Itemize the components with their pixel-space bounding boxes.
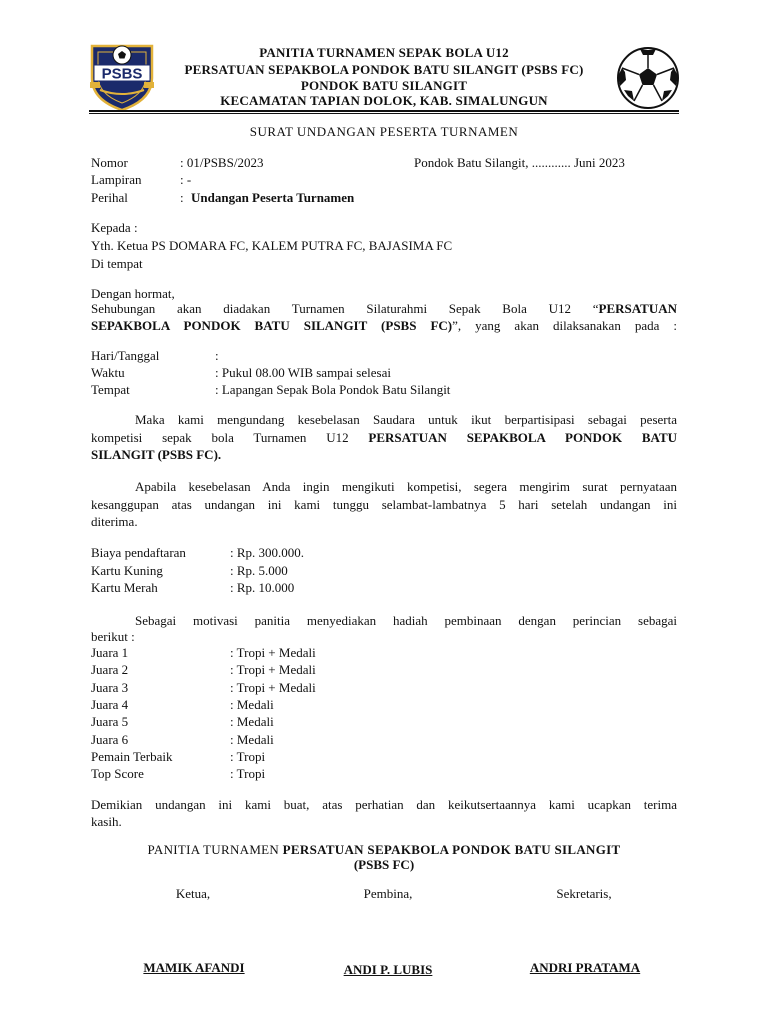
perihal-value: Undangan Peserta Turnamen [191, 190, 355, 205]
schedule-label: Tempat [91, 382, 130, 397]
committee-b: PERSATUAN SEPAKBOLA PONDOK BATU SILANGIT [282, 842, 621, 857]
greeting: Dengan hormat, [91, 286, 175, 301]
prize-label: Juara 3 [91, 680, 129, 695]
prize-value: : Tropi + Medali [230, 680, 316, 695]
fee-value: : Rp. 300.000. [230, 545, 305, 560]
prize-label: Top Score [91, 766, 144, 781]
committee-a: PANITIA TURNAMEN [147, 842, 280, 857]
letter-title: SURAT UNDANGAN PESERTA TURNAMEN [249, 124, 519, 139]
letterhead-line3: PONDOK BATU SILANGIT [300, 78, 468, 93]
prize-value: : Medali [230, 714, 274, 729]
prize-value: : Tropi + Medali [230, 662, 316, 677]
paragraph-4-line1: Sebagai motivasi panitia menyediakan hadiah pembinaan dengan perincian sebagai [135, 613, 677, 628]
prize-value: : Tropi [230, 766, 266, 781]
closing-line2: kasih. [91, 814, 122, 829]
letterhead-line4: KECAMATAN TAPIAN DOLOK, KAB. SIMALUNGUN [220, 93, 548, 108]
nomor-label: Nomor [91, 155, 128, 170]
p1-bold: PERSATUAN [598, 301, 677, 316]
closing-line1: Demikian undangan ini kami buat, atas perhatian dan keikutsertaannya kami ucapkan terima [91, 797, 677, 812]
paragraph-4-line2: berikut : [91, 629, 135, 644]
perihal-label: Perihal [91, 190, 128, 205]
prize-value: : Medali [230, 732, 274, 747]
letterhead-rule-thick [89, 110, 679, 112]
schedule-value: : Lapangan Sepak Bola Pondok Batu Silangit [215, 382, 451, 397]
letterhead-line1: PANITIA TURNAMEN SEPAK BOLA U12 [259, 45, 509, 60]
paragraph-3-line2: kesanggupan atas undangan ini kami tunggu selambat-lambatnya 5 hari setelah undangan ini [91, 497, 677, 512]
fee-value: : Rp. 5.000 [230, 563, 288, 578]
role-pembina: Pembina, [363, 886, 413, 901]
paragraph-1-line2 [91, 317, 677, 334]
nomor-value: : 01/PSBS/2023 [180, 155, 264, 170]
prize-label: Juara 6 [91, 732, 129, 747]
paragraph-3-line3: diterima. [91, 514, 138, 529]
fee-value: : Rp. 10.000 [230, 580, 295, 595]
name-pembina: ANDI P. LUBIS [343, 962, 433, 977]
paragraph-2-line2 [91, 429, 677, 446]
p2-text: kompetisi sepak bola Turnamen U12 [91, 430, 349, 445]
fee-label: Biaya pendaftaran [91, 545, 186, 560]
logo-text: PSBS [101, 65, 143, 83]
kepada: Kepada : [91, 220, 138, 235]
prize-value: : Tropi + Medali [230, 645, 316, 660]
prize-label: Juara 5 [91, 714, 129, 729]
schedule-value: : Pukul 08.00 WIB sampai selesai [215, 365, 391, 380]
p1-tail: ”, yang akan dilaksanakan pada : [452, 318, 677, 333]
prize-value: : Medali [230, 697, 274, 712]
role-ketua: Ketua, [175, 886, 211, 901]
soccer-ball-icon [616, 46, 680, 110]
fee-label: Kartu Merah [91, 580, 158, 595]
fee-label: Kartu Kuning [91, 563, 163, 578]
paragraph-3-line1: Apabila kesebelasan Anda ingin mengikuti kompetisi, segera mengirim surat pernyataan [135, 479, 677, 494]
p2-org: PERSATUAN SEPAKBOLA PONDOK BATU [368, 430, 678, 445]
schedule-label: Hari/Tanggal [91, 348, 160, 363]
perihal-colon: : [180, 190, 184, 205]
paragraph-1-line1 [91, 300, 677, 317]
recipient-yth: Yth. Ketua PS DOMARA FC, KALEM PUTRA FC, BAJASIMA FC [91, 238, 453, 253]
committee-line2: (PSBS FC) [353, 857, 415, 872]
prize-label: Juara 4 [91, 697, 129, 712]
lampiran-label: Lampiran [91, 172, 142, 187]
p1-org: SEPAKBOLA PONDOK BATU SILANGIT (PSBS FC) [91, 318, 453, 333]
paragraph-2-line1: Maka kami mengundang kesebelasan Saudara untuk ikut berpartisipasi sebagai peserta [135, 412, 677, 427]
p1-text: Sehubungan akan diadakan Turnamen Silaturahmi Sepak Bola U12 “ [91, 301, 599, 316]
paragraph-2-line3: SILANGIT (PSBS FC). [91, 447, 222, 462]
prize-label: Juara 1 [91, 645, 129, 660]
prize-label: Juara 2 [91, 662, 129, 677]
di-tempat: Di tempat [91, 256, 143, 271]
name-ketua: MAMIK AFANDI [143, 960, 245, 975]
schedule-value: : [215, 348, 219, 363]
letterhead-rule-thin [89, 113, 679, 114]
place-date: Pondok Batu Silangit, ............ Juni 2023 [414, 155, 625, 170]
schedule-label: Waktu [91, 365, 125, 380]
lampiran-value: : - [180, 172, 192, 187]
prize-value: : Tropi [230, 749, 266, 764]
prize-label: Pemain Terbaik [91, 749, 173, 764]
letterhead-line2: PERSATUAN SEPAKBOLA PONDOK BATU SILANGIT (PSBS FC) [184, 62, 584, 77]
name-sekretaris: ANDRI PRATAMA [529, 960, 641, 975]
role-sekretaris: Sekretaris, [556, 886, 612, 901]
